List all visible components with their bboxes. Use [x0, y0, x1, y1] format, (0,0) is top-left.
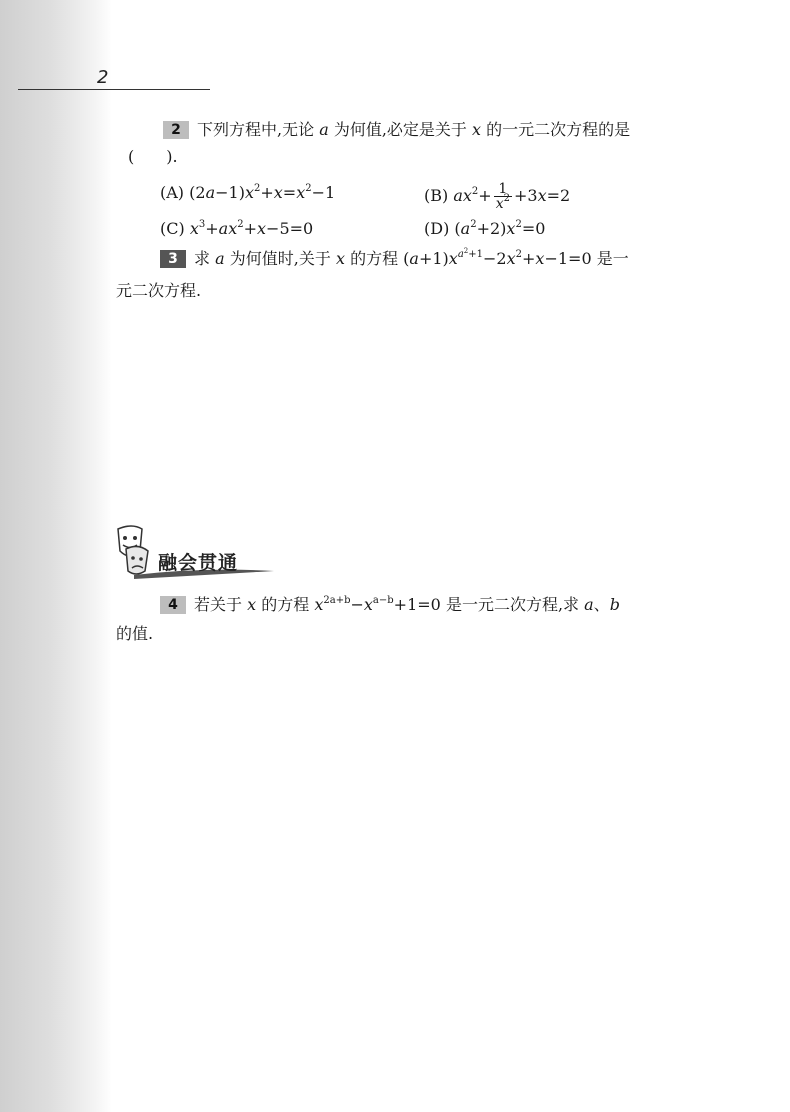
math-text: −2: [483, 249, 507, 268]
question-3-line-2: 元二次方程.: [116, 281, 202, 300]
math-text: +: [522, 249, 536, 268]
var-x: x: [244, 183, 254, 202]
option-a: (A) $(2a-1)x^2+x=x^2-1$: [160, 183, 336, 202]
exponent: 2a+b: [323, 595, 351, 606]
var-x: x: [247, 595, 257, 614]
q3-text: 为何值时,关于: [229, 249, 331, 268]
fraction: [494, 182, 512, 211]
question-2-line-1: [163, 119, 630, 141]
question-number-badge: 3: [160, 250, 186, 268]
math-text: =: [282, 183, 297, 202]
var-x: x: [363, 595, 373, 614]
math-text: +1=0: [393, 595, 441, 614]
var-x: x: [535, 249, 545, 268]
math-text: (2: [189, 183, 206, 202]
var-x: x: [448, 249, 458, 268]
var-x: x: [273, 183, 283, 202]
question-3-line-1: 3 求 a 为何值时,关于 x 的方程 $(a+1)x^{a^2+1}-2x^2+x-1=0$ 是一: [160, 248, 629, 270]
math-text: =0: [521, 219, 546, 238]
question-number-badge: 2: [163, 121, 189, 139]
math-text: −1): [215, 183, 245, 202]
var-b: b: [609, 595, 620, 614]
var-a: a: [215, 249, 225, 268]
section-banner: [112, 521, 262, 581]
option-label: (C): [160, 219, 185, 238]
question-4-line-1: [160, 594, 620, 616]
math-text: +1): [418, 249, 449, 268]
q2-text: 为何值,必定是关于: [333, 120, 467, 139]
q4-text: 的方程: [261, 595, 310, 614]
var-x: x: [314, 595, 324, 614]
var-a: a: [457, 249, 464, 260]
fraction-numerator: 1: [494, 182, 512, 197]
q3-text: 的方程: [350, 249, 399, 268]
var-a: a: [205, 183, 216, 202]
q2-text: 的一元二次方程的是: [486, 120, 631, 139]
fraction-denominator: $x^2$: [495, 193, 510, 212]
q4-text: 若关于: [194, 595, 243, 614]
math-text: +: [478, 186, 492, 205]
exponent-text: +1: [468, 249, 484, 260]
math-text: +: [205, 219, 219, 238]
exponent: a2+1: [457, 247, 484, 260]
var-a: a: [218, 219, 229, 238]
option-label: (D): [424, 219, 450, 238]
var-x: x: [537, 186, 547, 205]
math-text: (: [403, 249, 410, 268]
math-text: +: [243, 219, 257, 238]
math-text: −1: [311, 183, 336, 202]
var-x: x: [506, 249, 516, 268]
option-label: (A): [160, 183, 185, 202]
section-title: 融会贯通: [158, 552, 239, 574]
q2-text: 下列方程中,无论: [197, 120, 315, 139]
option-c: (C) $x^3+ax^2+x-5=0$: [160, 219, 314, 238]
var-x: x: [335, 249, 345, 268]
separator: 、: [593, 595, 610, 614]
option-label: (B): [424, 186, 449, 205]
var-x: x: [472, 120, 482, 139]
var-a: a: [584, 595, 594, 614]
question-4-line-2: 的值.: [116, 624, 154, 643]
math-text: +: [260, 183, 274, 202]
var-a: a: [409, 249, 419, 268]
var-x: x: [189, 219, 199, 238]
question-number-badge: 4: [160, 596, 186, 614]
var-x: x: [506, 219, 516, 238]
math-text: −5=0: [266, 219, 314, 238]
q4-text: 是一元二次方程,求: [445, 595, 580, 614]
q3-text: 是一: [596, 249, 629, 268]
header-rule: [18, 89, 210, 90]
math-text: =2: [546, 186, 571, 205]
option-d: (D) $(a^2+2)x^2=0$: [424, 219, 546, 238]
page-number: 2: [97, 67, 109, 88]
question-2-answer-blank: ( ).: [128, 147, 178, 166]
math-text: −1=0: [544, 249, 592, 268]
var-x: x: [296, 183, 306, 202]
math-text: +2): [476, 219, 507, 238]
page-gutter-shade: [0, 0, 112, 1112]
var-x: x: [228, 219, 238, 238]
var-x: x: [462, 186, 472, 205]
math-text: (: [454, 219, 461, 238]
q3-text: 求: [194, 249, 211, 268]
var-a: a: [453, 186, 463, 205]
var-a: a: [460, 219, 471, 238]
math-text: −: [350, 595, 364, 614]
math-text: +3: [513, 186, 538, 205]
option-b: (B) $ax^2+$ $\frac{1}{x^2}$ +3x=2: [424, 181, 571, 212]
var-x: x: [495, 196, 504, 212]
var-x: x: [257, 219, 267, 238]
exponent: a−b: [372, 595, 394, 606]
var-a: a: [319, 120, 329, 139]
